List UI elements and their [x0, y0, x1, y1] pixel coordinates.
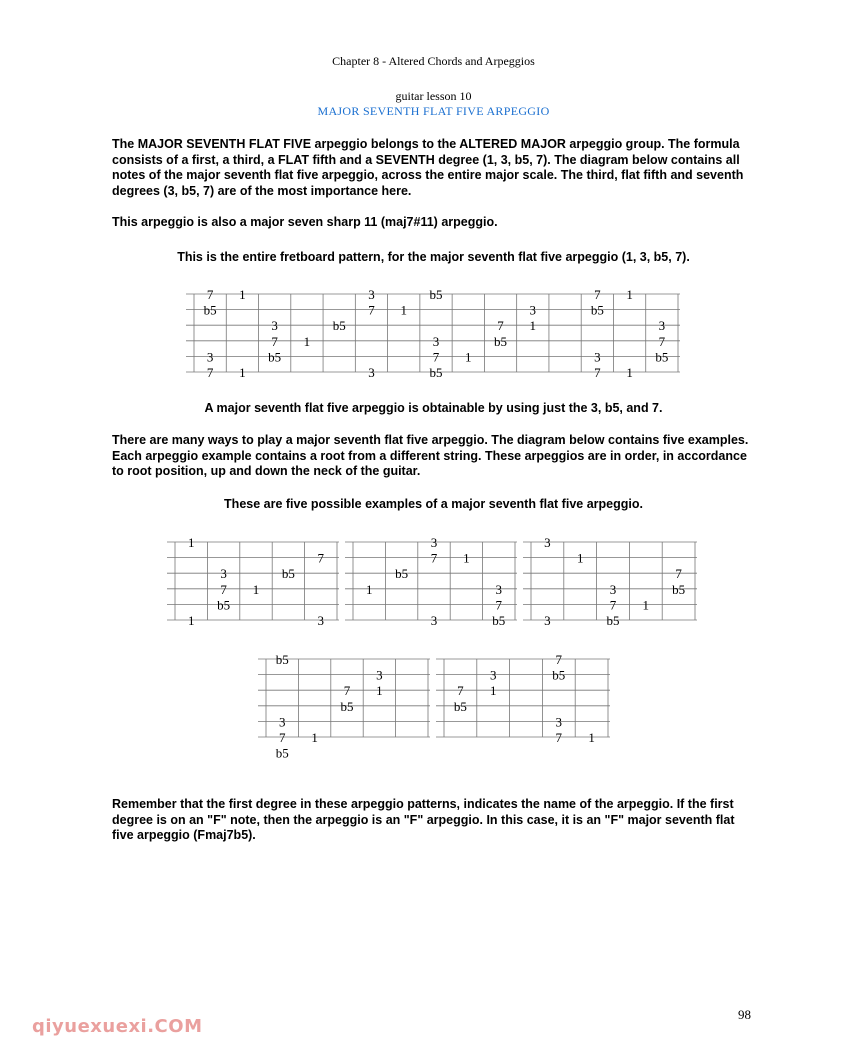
fret-note: 7 [497, 318, 504, 334]
fret-note: 3 [658, 318, 666, 334]
fret-note: 7 [220, 581, 227, 597]
fret-note: 3 [544, 613, 551, 628]
fret-note: 1 [489, 683, 497, 699]
fret-note: b5 [552, 667, 566, 683]
fret-note: b5 [203, 302, 217, 318]
fret-note: 3 [489, 667, 497, 683]
fret-note: 7 [271, 333, 278, 349]
fret-note: b5 [655, 349, 669, 365]
fret-note: b5 [275, 745, 289, 761]
fret-note: 7 [495, 597, 503, 613]
fret-note: 3 [544, 535, 551, 550]
examples-paragraph: There are many ways to play a major seventh flat five arpeggio. The diagram below contains five examples. Each arpeggio example contains a root from a different string. These arpeggios are in order, in accordance to root position, up and down the neck of the guitar. [112, 433, 749, 478]
fret-note: b5 [429, 365, 443, 380]
fret-note: 3 [432, 333, 440, 349]
fret-note: 3 [271, 318, 278, 334]
fret-note: 1 [252, 581, 260, 597]
fret-note: 3 [594, 349, 601, 365]
example-diagram-5 [436, 652, 610, 745]
fret-note: 7 [278, 730, 286, 745]
fret-note: 7 [343, 683, 351, 699]
fret-note: 7 [457, 683, 464, 699]
fret-note: 7 [317, 550, 325, 566]
fretboard-caption: This is the entire fretboard pattern, for the major seventh flat five arpeggio (1, 3, b5, 7). [177, 250, 690, 264]
fret-note: 7 [675, 566, 682, 582]
fret-note: 7 [368, 302, 375, 318]
fret-note: 3 [376, 667, 383, 683]
closing-paragraph: Remember that the first degree in these arpeggio patterns, indicates the name of the arpeggio. If the first degree is on an "F" note, then the arpeggio is an "F" arpeggio. In this case, it is an "F" major seventh flat five arpeggio (Fmaj7b5). [112, 797, 735, 842]
fret-note: b5 [672, 581, 686, 597]
fret-note: 7 [555, 730, 563, 745]
fret-note: 3 [206, 349, 214, 365]
fret-note: 7 [206, 287, 214, 302]
fret-note: 1 [239, 287, 246, 302]
fret-note: 1 [465, 349, 472, 365]
fret-note: 1 [400, 302, 407, 318]
chapter-heading: Chapter 8 - Altered Chords and Arpeggios [332, 54, 535, 68]
fret-note: 1 [187, 535, 195, 550]
fret-note: b5 [606, 613, 620, 628]
fret-note: b5 [281, 566, 295, 582]
examples-caption: These are five possible examples of a major seventh flat five arpeggio. [224, 497, 643, 511]
fret-note: 1 [303, 333, 311, 349]
fret-note: 1 [376, 683, 383, 699]
fret-note: b5 [590, 302, 604, 318]
fret-note: 3 [368, 287, 375, 302]
fret-note: b5 [340, 698, 354, 714]
fret-note: 1 [187, 613, 195, 628]
fret-note: 7 [555, 652, 563, 667]
watermark-logo: qiyuexuexi.COM [32, 1016, 203, 1037]
page-number: 98 [738, 1007, 751, 1022]
example-diagram-3 [523, 535, 697, 628]
fret-note: 3 [529, 302, 537, 318]
fret-note: 3 [368, 365, 375, 380]
example-diagram-2 [345, 535, 517, 628]
fret-note: 7 [206, 365, 214, 380]
fret-note: b5 [275, 652, 289, 667]
fret-note: 7 [432, 349, 440, 365]
fret-note: 7 [594, 287, 601, 302]
fret-note: 3 [495, 581, 503, 597]
fret-note: 1 [626, 365, 633, 380]
example-diagram-4 [258, 652, 430, 761]
fret-note: 3 [430, 613, 438, 628]
fret-note: b5 [492, 613, 506, 628]
fret-note: b5 [332, 318, 346, 334]
example-diagram-1 [167, 535, 339, 628]
fret-note: 7 [609, 597, 617, 613]
lesson-title: MAJOR SEVENTH FLAT FIVE ARPEGGIO [317, 104, 550, 118]
fret-note: 7 [430, 550, 438, 566]
maj7-sharp11-note: This arpeggio is also a major seven sharp 11 (maj7#11) arpeggio. [112, 215, 498, 229]
fret-note: 3 [220, 566, 227, 582]
fret-note: 3 [278, 714, 286, 730]
fret-note: b5 [395, 566, 409, 582]
fret-note: 1 [239, 365, 246, 380]
fret-note: 1 [529, 318, 537, 334]
fret-note: 3 [609, 581, 617, 597]
fret-note: b5 [429, 287, 443, 302]
fret-note: 3 [317, 613, 325, 628]
fret-note: 1 [463, 550, 470, 566]
triad-caption: A major seventh flat five arpeggio is obtainable by using just the 3, b5, and 7. [204, 401, 663, 415]
fret-note: 3 [555, 714, 563, 730]
fret-note: 1 [642, 597, 650, 613]
lesson-heading [0, 89, 867, 119]
fret-note: b5 [453, 698, 467, 714]
fret-note: 1 [576, 550, 584, 566]
fret-note: b5 [268, 349, 282, 365]
fret-note: 1 [626, 287, 633, 302]
lesson-number: guitar lesson 10 [395, 89, 472, 103]
fret-note: 1 [365, 581, 373, 597]
fret-note: 7 [658, 333, 666, 349]
fret-note: 7 [594, 365, 601, 380]
fret-note: b5 [217, 597, 231, 613]
fret-note: b5 [494, 333, 508, 349]
fret-note: 1 [588, 730, 595, 745]
intro-paragraph: The MAJOR SEVENTH FLAT FIVE arpeggio belongs to the ALTERED MAJOR arpeggio group. The formula consists of a first, a third, a FLAT fifth and a SEVENTH degree (1, 3, b5, 7). The diagram below contains all notes of the major seventh flat five arpeggio, across the entire major scale. The third, flat fifth and seventh degrees (3, b5, 7) are of the most importance here. [112, 137, 744, 198]
fret-note: 3 [430, 535, 438, 550]
fret-note: 1 [311, 730, 318, 745]
full-fretboard-diagram [186, 287, 680, 380]
